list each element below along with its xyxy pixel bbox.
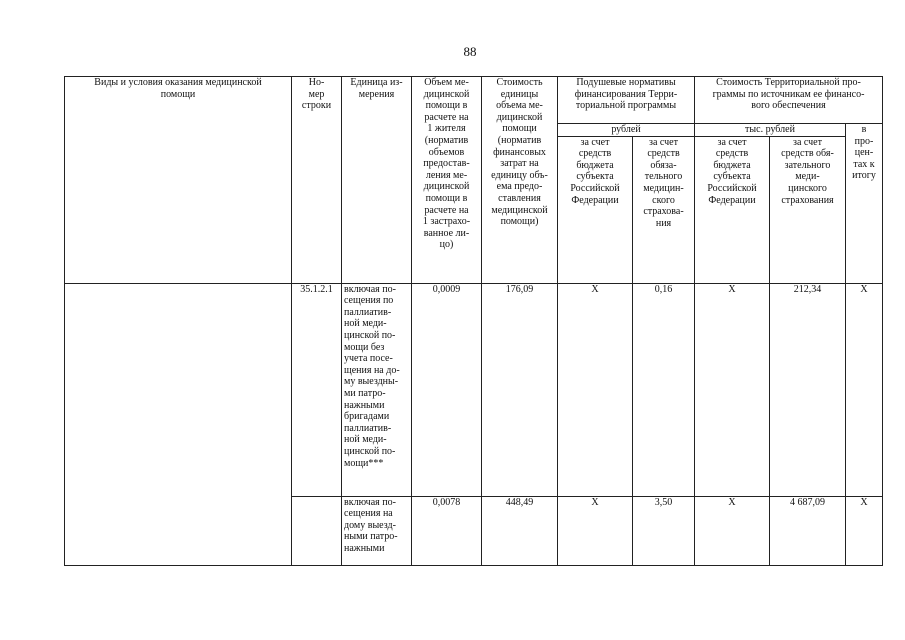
header-volume: Объем ме- дицинской помощи в расчете на 1 жителя (норматив объемов предостав- ления ме- дицинской помощи в расчете на 1 застрахо- ванное ли- цо) (412, 77, 482, 284)
row-volume: 0,0078 (412, 496, 482, 565)
row-norm-oms: 0,16 (633, 283, 695, 496)
row-unit: включая по- сещения по паллиатив- ной меди- цинской по- мощи без учета посе- щения на до- му выездны- ми патро- нажными бригадами паллиатив- ной меди- цинской по- мощи*** (342, 283, 412, 496)
row-percent: X (846, 283, 883, 496)
row-volume: 0,0009 (412, 283, 482, 496)
header-total-oms: за счет средств обя- зательного меди- цинского страхования (770, 136, 846, 283)
header-norm-budget: за счет средств бюджета субъекта Российской Федерации (558, 136, 633, 283)
header-row-number: Но- мер строки (292, 77, 342, 284)
row-care-type (65, 283, 292, 565)
row-unit: включая по- сещения на дому выезд- ными патро- нажными (342, 496, 412, 565)
header-unit-rubles: рублей (558, 124, 695, 137)
page-number: 88 (463, 44, 477, 59)
row-norm-oms: 3,50 (633, 496, 695, 565)
header-norm-oms: за счет средств обяза- тельного медицин- ского страхова- ния (633, 136, 695, 283)
row-number (292, 496, 342, 565)
table-row (65, 283, 883, 496)
row-norm-budget: X (558, 496, 633, 565)
header-per-capita-norms: Подушевые нормативы финансирования Терри- ториальной программы (558, 77, 695, 124)
row-norm-budget: X (558, 283, 633, 496)
header-unit: Единица из- мерения (342, 77, 412, 284)
row-percent: X (846, 496, 883, 565)
header-program-cost: Стоимость Территориальной про- граммы по источникам ее финансо- вого обеспечения (695, 77, 883, 124)
header-total-budget: за счет средств бюджета субъекта Российской Федерации (695, 136, 770, 283)
row-total-oms: 212,34 (770, 283, 846, 496)
header-percent-of-total: в про- цен- тах к итогу (846, 124, 883, 284)
row-total-budget: X (695, 283, 770, 496)
row-cost: 448,49 (482, 496, 558, 565)
row-total-oms: 4 687,09 (770, 496, 846, 565)
row-number: 35.1.2.1 (292, 283, 342, 496)
row-total-budget: X (695, 496, 770, 565)
header-unit-cost: Стоимость единицы объема ме- дицинской помощи (норматив финансовых затрат на единицу объ- ема предо- ставления медицинской помощи) (482, 77, 558, 284)
header-unit-thousand-rubles: тыс. рублей (695, 124, 846, 137)
row-cost: 176,09 (482, 283, 558, 496)
header-care-types: Виды и условия оказания медицинской помощи (65, 77, 292, 284)
medical-care-cost-table (64, 76, 883, 566)
